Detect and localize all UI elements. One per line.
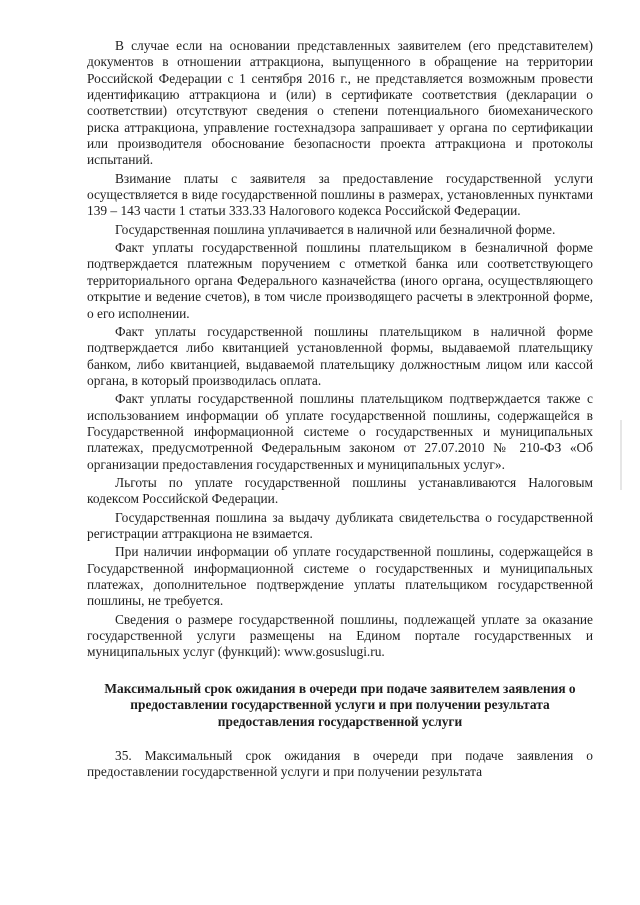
- paragraph-gis-proof: Факт уплаты государственной пошлины плательщиком подтверждается также с использованием информации об уплате государственной пошлины, содержащейся в Государственной информационной системе о государственных и муниципальных платежах, предусмотренной Федеральным законом от 27.07.2010 № 210-ФЗ «Об организации предоставления государственных и муниципальных услуг».: [87, 391, 593, 472]
- paragraph-identification: В случае если на основании представленных заявителем (его представителем) документов в отношении аттракциона, выпущенного в обращение на территории Российской Федерации с 1 сентября 2016 г., не представляется возможным провести идентификацию аттракциона и (или) в сертификате соответствия (декларации о соответствии) отсутствуют сведения о степени потенциального биомеханического риска аттракциона, управление гостехнадзора запрашивает у органа по сертификации или производителя обоснование безопасности проекта аттракциона и протоколы испытаний.: [87, 38, 593, 168]
- section-heading: Максимальный срок ожидания в очереди при подаче заявителем заявления о предоставлении государственной услуги и при получении результата предоставления государственной услуги: [104, 680, 576, 729]
- paragraph-benefits: Льготы по уплате государственной пошлины устанавливаются Налоговым кодексом Российской Федерации.: [87, 474, 593, 507]
- paragraph-payment-form: Государственная пошлина уплачивается в наличной или безналичной форме.: [115, 221, 556, 237]
- paragraph-duplicate-fee: Государственная пошлина за выдачу дубликата свидетельства о государственной регистрации аттракциона не взимается.: [87, 509, 593, 541]
- paragraph-fee-charging: Взимание платы с заявителя за предоставление государственной услуги осуществляется в виде государственной пошлины в размерах, установленных пунктами 139 – 143 части 1 статьи 333.33 Налогового кодекса Российской Федерации.: [87, 170, 593, 219]
- document-body: [87, 38, 593, 781]
- scan-artifact: [620, 420, 622, 490]
- paragraph-cash-proof: Факт уплаты государственной пошлины плательщиком в наличной форме подтверждается либо квитанцией установленной формы, выдаваемой плательщику банком, либо квитанцией, выдаваемой плательщику должностным лицом или кассой органа, в который производилась оплата.: [87, 323, 593, 388]
- paragraph-no-extra-proof: При наличии информации об уплате государственной пошлины, содержащейся в Государственной информационной системе о государственных и муниципальных платежах, дополнительное подтверждение уплаты плательщиком государственной пошлины, не требуется.: [87, 544, 593, 609]
- paragraph-35: 35. Максимальный срок ожидания в очереди при подаче заявления о предоставлении государственной услуги и при получении результата: [87, 747, 593, 780]
- paragraph-fee-info-portal: Сведения о размере государственной пошлины, подлежащей уплате за оказание государственной услуги размещены на Едином портале государственных и муниципальных услуг (функций): www.gosuslugi.ru.: [87, 611, 593, 660]
- paragraph-cashless-proof: Факт уплаты государственной пошлины плательщиком в безналичной форме подтверждается платежным поручением с отметкой банка или соответствующего территориального органа Федерального казначейства (иного органа, осуществляющего открытие и ведение счетов), в том числе производящего расчеты в электронной форме, о его исполнении.: [87, 240, 593, 321]
